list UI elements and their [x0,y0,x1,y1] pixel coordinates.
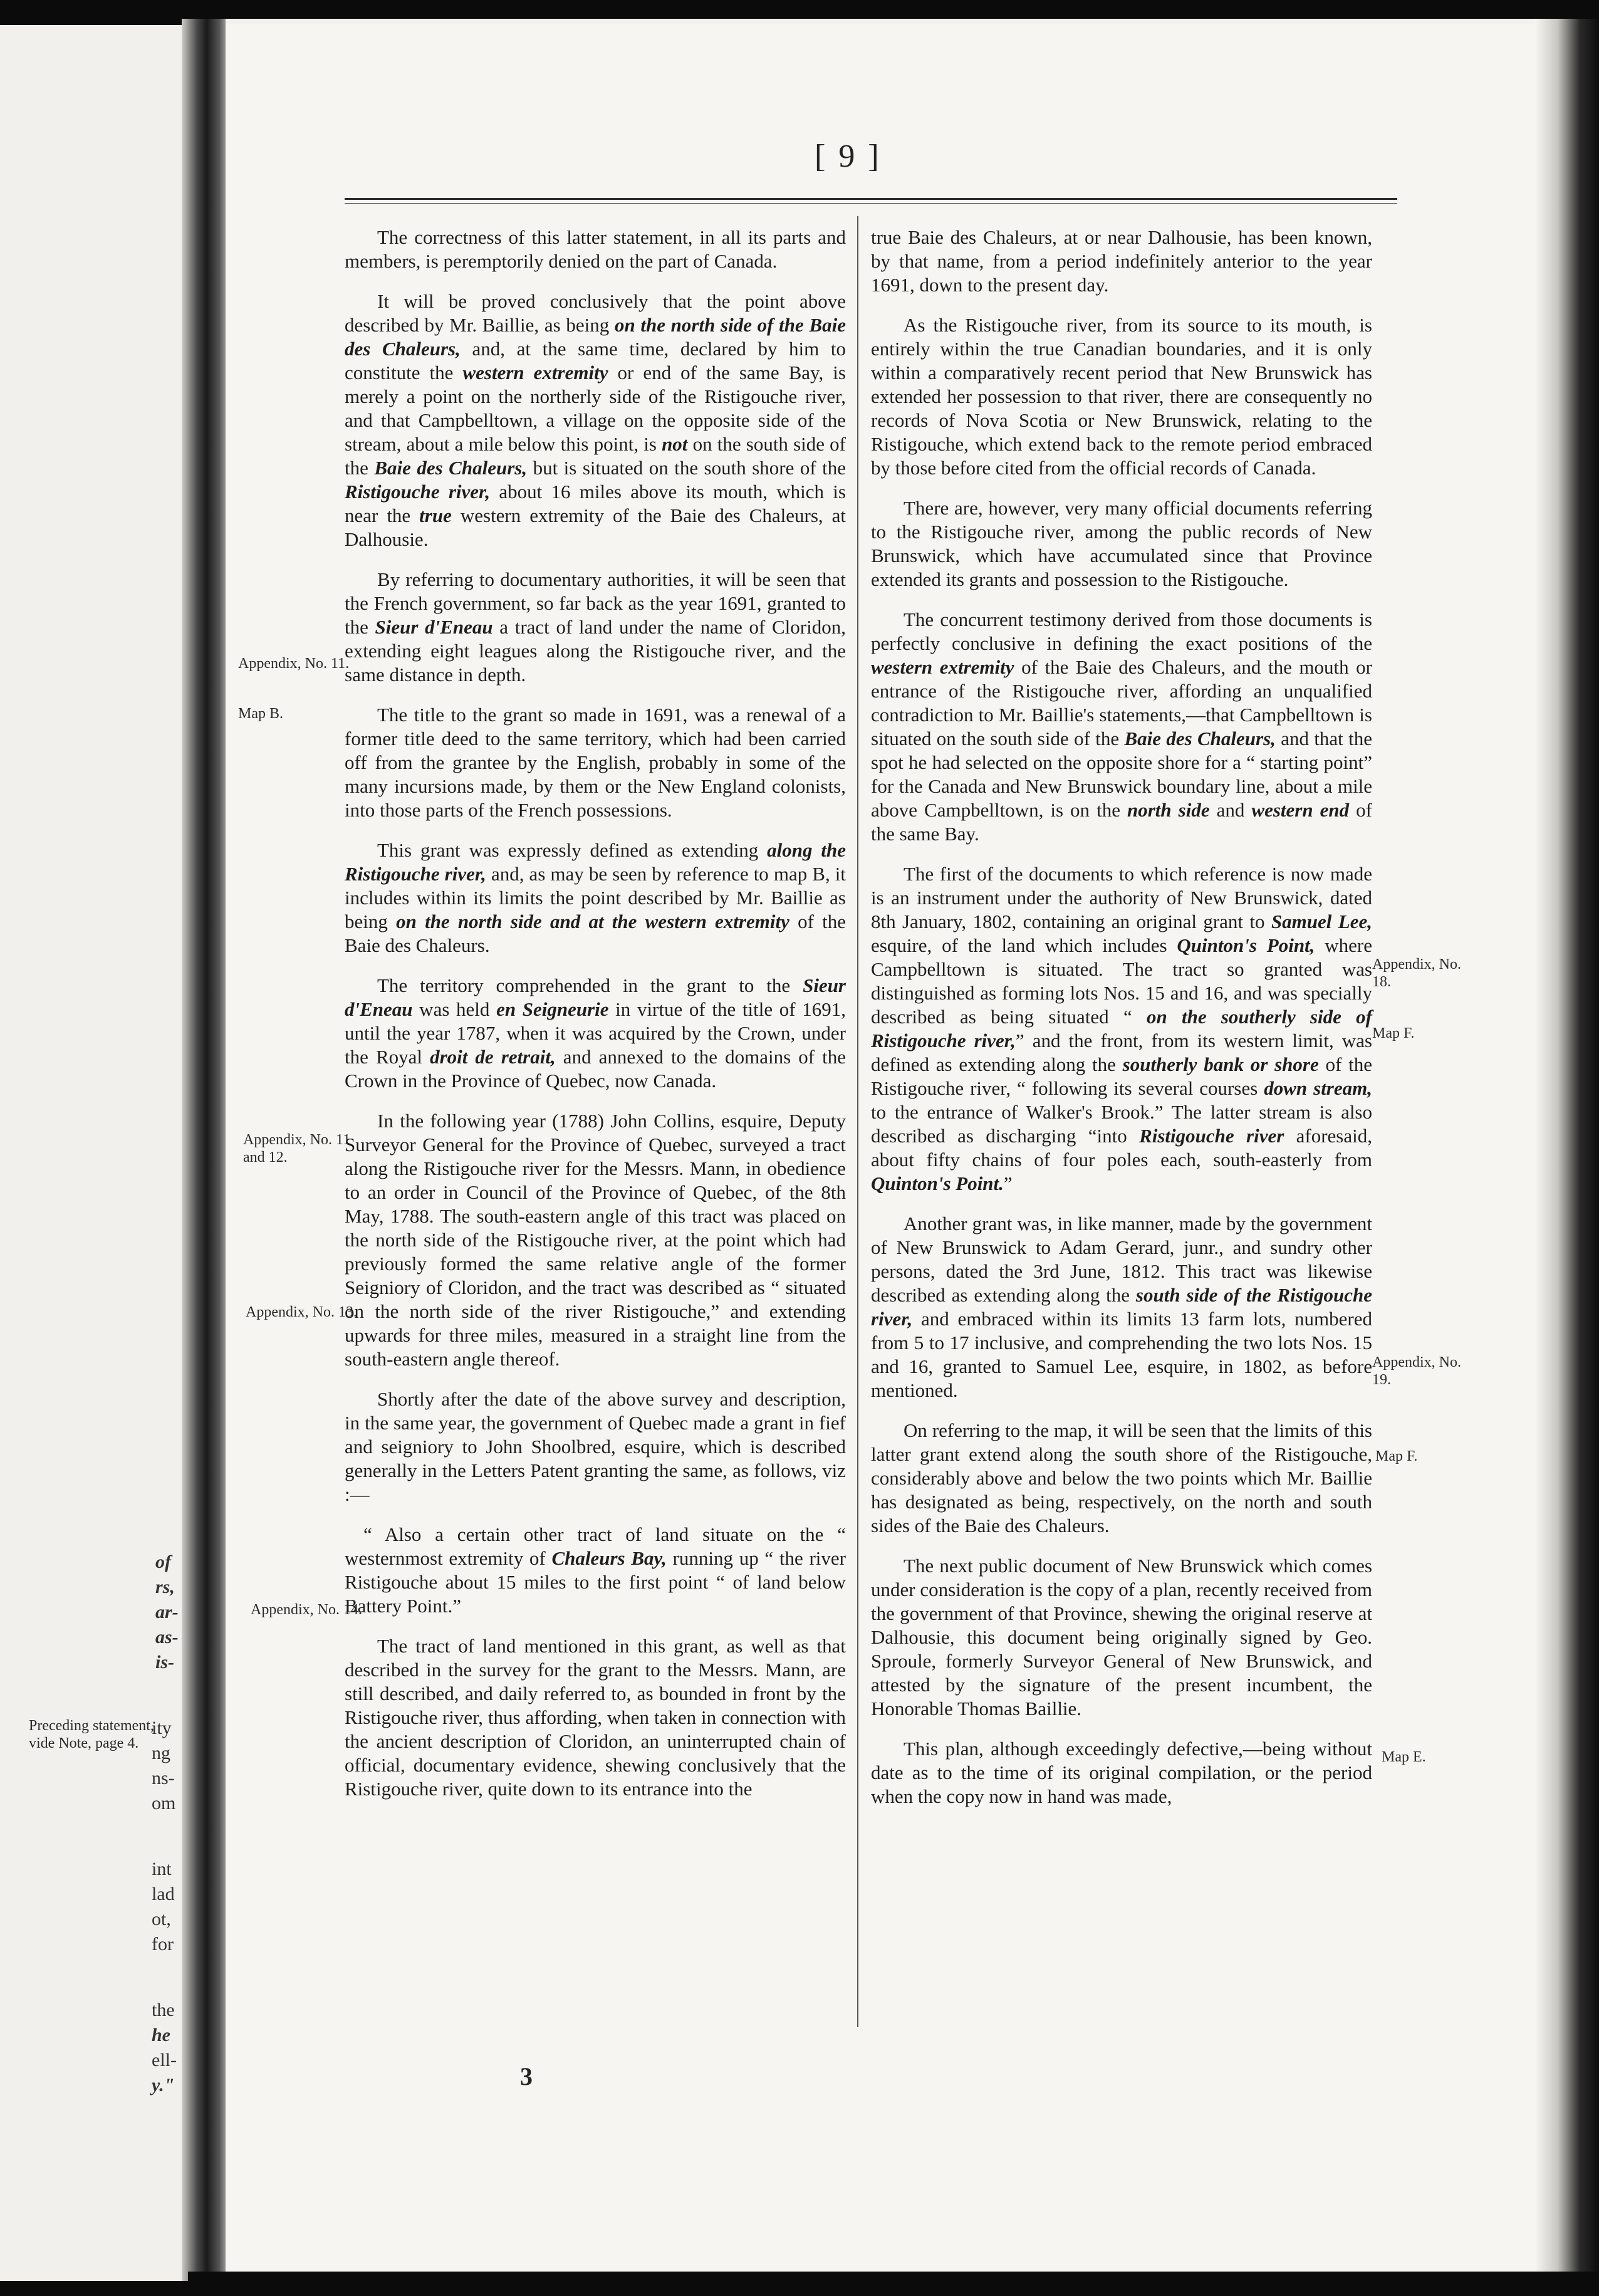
margin-note-map-f: Map F. [1375,1448,1418,1464]
paragraph: true Baie des Chaleurs, at or near Dalhousie, has been known, by that name, from a period indefinitely anterior to the year 1691, down to the present day. [871,226,1372,296]
paragraph: Shortly after the date of the above survey and description, in the same year, the government of Quebec made a grant in fief and seigniory to John Shoolbred, esquire, which is described generally in the Letters Patent granting the same, as follows, viz :— [345,1388,846,1505]
margin-note-appendix-13: Appendix, No. 13. [246,1304,357,1320]
paragraph: As the Ristigouche river, from its source to its mouth, is entirely within the true Canadian boundaries, and it is only within a comparatively recent period that New Brunswick has extended her possession to that river, there are consequently no records of Nova Scotia or New Brunswick, relating to the Ristigouche, which extend back to the remote period embraced by those before cited from the official records of Canada. [871,314,1372,479]
paragraph: The first of the documents to which reference is now made is an instrument under the authority of New Brunswick, dated 8th January, 1802, containing an original grant to Samuel Lee, esquire, of the land which includes Quinton's Point, where Campbelltown is situated. The tract so granted was distinguished as forming lots Nos. 15 and 16, and was specially described as being situated “ on the southerly side of Ristigouche river,” and the front, from its western limit, was defined as extending along the southerly bank or shore of the Ristigouche river, “ following its several courses down stream, to the entrance of Walker's Brook.” The latter stream is also described as discharging “into Ristigouche river aforesaid, about fifty chains of four poles each, south-easterly from Quinton's Point.” [871,863,1373,1194]
margin-note-preceding-statement: Preceding statement, vide Note, page 4. [29,1718,154,1751]
paragraph: The correctness of this latter statement, in all its parts and members, is peremptorily denied on the part of Canada. [345,226,846,272]
margin-note-appendix-11: Appendix, No. 11. [238,655,350,672]
prev-page-fragment: om [152,1793,176,1813]
page-number: [ 9 ] [815,138,882,174]
margin-note-appendix-14: Appendix, No. 14. [251,1602,362,1618]
paragraph: Another grant was, in like manner, made by the government of New Brunswick to Adam Gerard, junr., and sundry other persons, dated the 3rd June, 1812. This tract was likewise described as extending along the south side of the Ristigouche river, and embraced within its limits 13 farm lots, numbered from 5 to 17 inclusive, and comprehending the two lots Nos. 15 and 16, granted to Samuel Lee, esquire, in 1802, as before mentioned. [871,1213,1372,1401]
header-rule [345,198,1397,200]
prev-page-fragment: y." [152,2075,175,2095]
right-column [871,226,1372,1825]
header-rule-thin [345,203,1397,204]
column-divider [857,216,858,2027]
prev-page-fragment: ot, [152,1909,171,1929]
block-quote: “ Also a certain other tract of land situate on the “ westernmost extremity of Chaleurs Bay, running up “ the river Ristigouche about 15 miles to the first point “ of land below Battery Point.” [345,1523,846,1617]
prev-page-fragment: as- [155,1627,179,1647]
paragraph: This grant was expressly defined as extending along the Ristigouche river, and, as may be seen by reference to map B, it includes within its limits the point described by Mr. Baillie as being on the north side and at the western extremity of the Baie des Chaleurs. [345,839,846,956]
paragraph: The tract of land mentioned in this grant, as well as that described in the survey for the grant to the Messrs. Mann, are still described, and daily referred to, as bounded in front by the Ristigouche river, thus affording, when taken in connection with the ancient description of Cloridon, an uninterrupted chain of official, documentary evidence, shewing conclusively that the Ristigouche river, quite down to its entrance into the [345,1635,846,1800]
prev-page-fragment: the [152,2000,175,2020]
prev-page-fragment: ng [152,1743,170,1763]
signature-mark: 3 [520,2062,533,2090]
paragraph: This plan, although exceedingly defective,—being without date as to the time of its original compilation, or the period when the copy now in hand was made, [871,1738,1372,1807]
page-bottom-edge [188,2272,1599,2296]
paragraph: On referring to the map, it will be seen that the limits of this latter grant extend along the south shore of the Ristigouche, considerably above and below the two points which Mr. Baillie has designated as being, respectively, on the north and south sides of the Baie des Chaleurs. [871,1419,1372,1537]
prev-page-fragment: ar- [155,1602,179,1622]
book-gutter [182,19,232,2281]
paragraph: The title to the grant so made in 1691, was a renewal of a former title deed to the same territory, which had been carried off from the grantee by the English, probably in some of the many incursions made, by them or the New England colonists, into those parts of the French possessions. [345,704,846,821]
prev-page-fragment: int [152,1859,172,1879]
paragraph: It will be proved conclusively that the point above described by Mr. Baillie, as being on the north side of the Baie des Chaleurs, and, at the same time, declared by him to constitute the western extremity or end of the same Bay, is merely a point on the northerly side of the Ristigouche river, and that Campbelltown, a village on the opposite side of the stream, about a mile below this point, is not on the south side of the Baie des Chaleurs, but is situated on the south shore of the Ristigouche river, about 16 miles above its mouth, which is near the true western extremity of the Baie des Chaleurs, at Dalhousie. [345,290,846,550]
prev-page-fragment: ns- [152,1768,175,1788]
prev-page-fragment: is- [155,1652,174,1672]
left-column [345,226,846,1817]
margin-note-map-f: Map F. [1372,1025,1415,1041]
paragraph: By referring to documentary authorities, it will be seen that the French government, so far back as the year 1691, granted to the Sieur d'Eneau a tract of land under the name of Cloridon, extending eight leagues along the Ristigouche river, and the same distance in depth. [345,568,846,686]
prev-page-fragment: lad [152,1884,175,1904]
prev-page-fragment: ell- [152,2050,177,2070]
paragraph: There are, however, very many official documents referring to the Ristigouche river, among the public records of New Brunswick, which have accumulated since that Province extended its grants and possession to the Ristigouche. [871,497,1372,590]
margin-note-appendix-19: Appendix, No. 19. [1372,1354,1461,1388]
prev-page-fragment: ity [152,1718,172,1738]
paragraph: The territory comprehended in the grant to the Sieur d'Eneau was held en Seigneurie in virtue of the title of 1691, until the year 1787, when it was acquired by the Crown, under the Royal droit de retrait, and annexed to the domains of the Crown in the Province of Quebec, now Canada. [345,974,846,1092]
previous-page-edge [0,25,188,2281]
margin-note-appendix-18: Appendix, No. 18. [1372,956,1461,990]
paragraph: The concurrent testimony derived from those documents is perfectly conclusive in defining the exact positions of the western extremity of the Baie des Chaleurs, and the mouth or entrance of the Ristigouche river, affording an unqualified contradiction to Mr. Baillie's statements,—that Campbelltown is situated on the south side of the Baie des Chaleurs, and that the spot he had selected on the opposite shore for a “ starting point” for the Canada and New Brunswick boundary line, about a mile above Campbelltown, is on the north side and western end of the same Bay. [871,608,1373,845]
prev-page-fragment: he [152,2025,170,2045]
page-edge-shadow [1535,19,1599,2287]
prev-page-fragment: of [155,1552,171,1572]
paragraph: In the following year (1788) John Collins, esquire, Deputy Surveyor General for the Province of Quebec, surveyed a tract along the Ristigouche river for the Messrs. Mann, in obedience to an order in Council of the Province of Quebec, of the 8th May, 1788. The south-eastern angle of this tract was placed on the north side of the Ristigouche river, at the point which had previously formed the same relative angle of the former Seigniory of Cloridon, and the tract was described as “ situated on the north side of the river Ristigouche,” and extending upwards for three miles, measured in a straight line from the south-eastern angle thereof. [345,1110,846,1370]
margin-note-map-e: Map E. [1382,1749,1426,1765]
prev-page-fragment: rs, [155,1577,175,1597]
margin-note-map-b: Map B. [238,706,283,722]
prev-page-fragment: for [152,1934,174,1954]
margin-note-appendix-11-12: Appendix, No. 11 and 12. [243,1132,351,1166]
paragraph: The next public document of New Brunswick which comes under consideration is the copy of a plan, recently received from the government of that Province, shewing the original reserve at Dalhousie, this document being originally signed by Geo. Sproule, formerly Surveyor General of New Brunswick, and attested by the signature of the present incumbent, the Honorable Thomas Baillie. [871,1555,1372,1719]
